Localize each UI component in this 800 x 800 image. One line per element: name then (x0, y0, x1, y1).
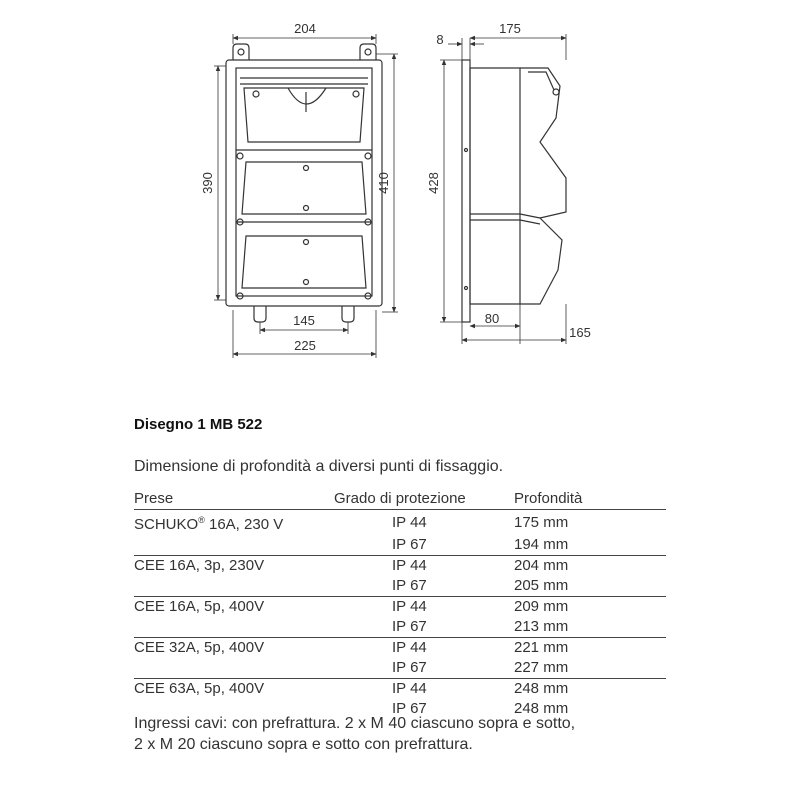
depth-cell: 209 mm (514, 598, 569, 615)
table-row (134, 617, 666, 638)
table-row (134, 597, 666, 618)
table-row (134, 556, 666, 577)
socket-cell: CEE 16A, 5p, 400V (134, 598, 265, 615)
socket-cell: CEE 32A, 5p, 400V (134, 639, 265, 656)
notes-line-1: Ingressi cavi: con prefrattura. 2 x M 40 ciascuno sopra e sotto, (134, 715, 576, 732)
protection-cell: IP 44 (392, 513, 427, 531)
protection-cell: IP 67 (334, 658, 514, 679)
depth-cell: 204 mm (514, 557, 569, 574)
depth-cell: 194 mm (514, 535, 666, 556)
socket-cell: SCHUKO® 16A, 230 V (134, 515, 284, 533)
depth-table (134, 487, 666, 719)
depth-cell: 248 mm (514, 680, 569, 697)
dim-offset-top: 8 (436, 32, 444, 47)
cable-entry-notes (134, 713, 694, 755)
socket-cell (134, 535, 334, 556)
socket-cell: CEE 16A, 3p, 230V (134, 557, 265, 574)
protection-cell: IP 67 (392, 700, 427, 717)
table-row (134, 679, 666, 700)
table-row (134, 576, 666, 597)
protection-cell: IP 67 (334, 576, 514, 597)
protection-cell: IP 67 (334, 617, 514, 638)
depth-cell: 248 mm (514, 700, 569, 717)
depth-cell: 227 mm (514, 658, 666, 679)
dim-depth-top: 175 (499, 21, 521, 36)
depth-cell: 205 mm (514, 576, 666, 597)
side-dimensions (440, 34, 566, 344)
side-view (462, 60, 566, 322)
table-row (134, 510, 666, 536)
protection-cell: IP 44 (392, 639, 427, 656)
dim-hole-spacing: 145 (293, 313, 315, 328)
depth-cell: 175 mm (514, 513, 569, 531)
dim-depth-bottom: 165 (569, 325, 591, 340)
protection-cell: IP 67 (334, 535, 514, 556)
front-dimensions (214, 34, 398, 358)
socket-cell (134, 576, 334, 597)
front-view (226, 44, 382, 322)
dim-height-left: 390 (200, 172, 215, 194)
intro-text: Dimensione di profondità a diversi punti di fissaggio. (134, 458, 504, 475)
protection-cell: IP 44 (392, 598, 427, 615)
table-header-row (134, 487, 666, 510)
table-row (134, 638, 666, 659)
protection-cell: IP 44 (392, 557, 427, 574)
dim-height-right: 410 (376, 172, 391, 194)
depth-cell: 213 mm (514, 617, 666, 638)
socket-cell: CEE 63A, 5p, 400V (134, 680, 265, 697)
depth-cell: 221 mm (514, 639, 569, 656)
table-row (134, 535, 666, 556)
drawing-caption: Disegno 1 MB 522 (134, 416, 263, 433)
dim-width-top: 204 (294, 21, 316, 36)
header-depth: Profondità (514, 487, 666, 510)
table-row (134, 658, 666, 679)
header-socket: Prese (134, 487, 334, 510)
dim-height-side: 428 (426, 172, 441, 194)
socket-cell (134, 658, 334, 679)
dim-depth-bottom-inner: 80 (484, 311, 500, 326)
dim-width-bottom: 225 (294, 338, 316, 353)
notes-line-2: 2 x M 20 ciascuno sopra e sotto con prefrattura. (134, 736, 473, 753)
protection-cell: IP 44 (392, 680, 427, 697)
technical-drawing (0, 0, 800, 370)
header-protection: Grado di protezione (334, 487, 514, 510)
socket-cell (134, 617, 334, 638)
